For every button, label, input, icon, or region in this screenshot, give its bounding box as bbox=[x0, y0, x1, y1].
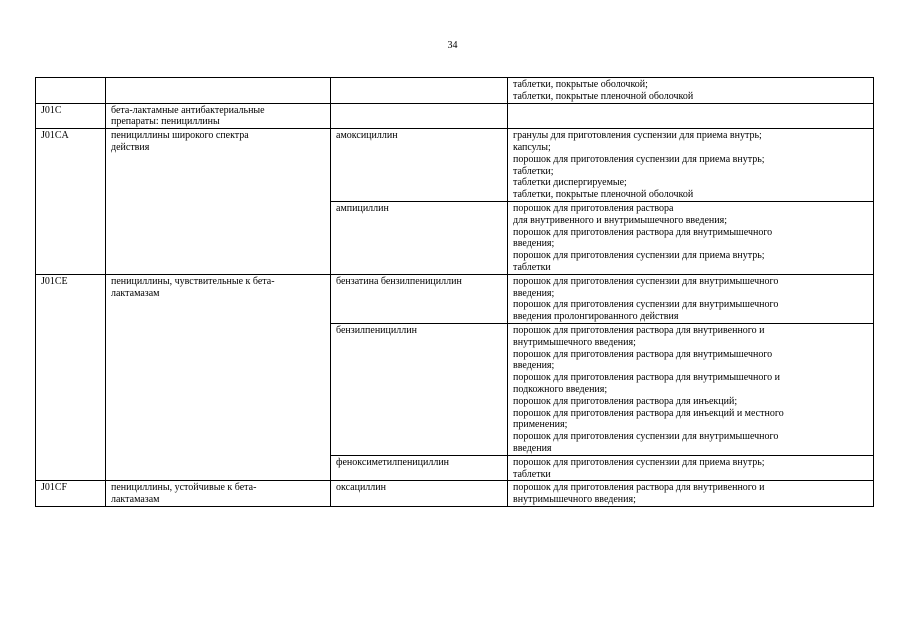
form-line: порошок для приготовления раствора для внутривенного и bbox=[513, 324, 765, 336]
drug-cell bbox=[331, 78, 508, 104]
form-line: таблетки, покрытые пленочной оболочкой bbox=[513, 189, 694, 201]
form-line: введения; bbox=[513, 360, 555, 372]
group-cell bbox=[106, 129, 331, 275]
forms-cell bbox=[508, 78, 874, 104]
form-line: порошок для приготовления суспензии для внутримышечного bbox=[513, 431, 779, 443]
table-row bbox=[36, 274, 874, 323]
form-line: таблетки bbox=[513, 261, 551, 273]
form-line: порошок для приготовления суспензии для внутримышечного bbox=[513, 275, 779, 287]
form-line: таблетки, покрытые оболочкой; bbox=[513, 79, 648, 90]
form-line: применения; bbox=[513, 419, 568, 431]
table-row bbox=[36, 481, 874, 507]
drug-cell bbox=[331, 103, 508, 129]
forms-cell bbox=[508, 274, 874, 323]
drug-name: феноксиметилпенициллин bbox=[336, 456, 450, 468]
drug-cell bbox=[331, 201, 508, 274]
group-line: пенициллины широкого спектра bbox=[111, 130, 249, 142]
form-line: порошок для приготовления суспензии для внутримышечного bbox=[513, 299, 779, 311]
table-row bbox=[36, 103, 874, 129]
group-line: лактамазам bbox=[111, 494, 160, 506]
forms-cell bbox=[508, 129, 874, 202]
atc-code-cell bbox=[36, 481, 106, 507]
atc-code: J01CA bbox=[41, 130, 69, 142]
form-line: гранулы для приготовления суспензии для приема внутрь; bbox=[513, 130, 762, 142]
page-number: 34 bbox=[447, 40, 458, 51]
atc-code-cell bbox=[36, 103, 106, 129]
atc-code: J01CF bbox=[41, 482, 68, 494]
group-cell bbox=[106, 78, 331, 104]
form-line: таблетки bbox=[513, 468, 551, 480]
drug-cell bbox=[331, 323, 508, 455]
form-line: введения; bbox=[513, 238, 555, 250]
drug-cell bbox=[331, 455, 508, 481]
atc-code-cell bbox=[36, 129, 106, 275]
forms-cell bbox=[508, 103, 874, 129]
forms-cell bbox=[508, 323, 874, 455]
form-line: введения bbox=[513, 442, 552, 454]
group-line: лактамазам bbox=[111, 287, 160, 299]
form-line: порошок для приготовления раствора для внутримышечного и bbox=[513, 372, 781, 384]
atc-code-cell bbox=[36, 78, 106, 104]
form-line: порошок для приготовления раствора для внутримышечного bbox=[513, 348, 773, 360]
forms-cell bbox=[508, 201, 874, 274]
form-line: порошок для приготовления раствора для инъекций и местного bbox=[513, 407, 784, 419]
group-line: препараты: пенициллины bbox=[111, 116, 220, 128]
form-line: таблетки диспергируемые; bbox=[513, 177, 627, 189]
form-line: порошок для приготовления суспензии для приема внутрь; bbox=[513, 153, 765, 165]
drug-cell bbox=[331, 129, 508, 202]
form-line: порошок для приготовления раствора для внутримышечного bbox=[513, 226, 773, 238]
group-line: пенициллины, устойчивые к бета- bbox=[111, 482, 257, 494]
drug-name: амоксициллин bbox=[336, 130, 398, 142]
form-line: капсулы; bbox=[513, 141, 551, 153]
atc-code: J01C bbox=[41, 104, 62, 116]
forms-cell bbox=[508, 481, 874, 507]
form-line: внутримышечного введения; bbox=[513, 336, 636, 348]
group-cell bbox=[106, 103, 331, 129]
form-line: порошок для приготовления суспензии для приема внутрь; bbox=[513, 250, 765, 262]
table-row bbox=[36, 129, 874, 202]
form-line: введения; bbox=[513, 287, 555, 299]
group-cell bbox=[106, 274, 331, 481]
form-line: введения пролонгированного действия bbox=[513, 311, 679, 323]
atc-code-cell bbox=[36, 274, 106, 481]
form-line: порошок для приготовления раствора bbox=[513, 202, 674, 214]
drug-name: ампициллин bbox=[336, 202, 389, 214]
drug-name: оксациллин bbox=[336, 482, 386, 494]
form-line: для внутривенного и внутримышечного введения; bbox=[513, 214, 727, 226]
forms-cell bbox=[508, 455, 874, 481]
group-line: бета-лактамные антибактериальные bbox=[111, 104, 265, 116]
form-line: порошок для приготовления раствора для инъекций; bbox=[513, 395, 738, 407]
drug-name: бензатина бензилпенициллин bbox=[336, 275, 462, 287]
drug-cell bbox=[331, 274, 508, 323]
group-line: пенициллины, чувствительные к бета- bbox=[111, 275, 275, 287]
drug-name: бензилпенициллин bbox=[336, 324, 417, 336]
atc-code: J01CE bbox=[41, 275, 68, 287]
form-line: внутримышечного введения; bbox=[513, 494, 636, 506]
form-line: таблетки, покрытые пленочной оболочкой bbox=[513, 90, 694, 102]
group-cell bbox=[106, 481, 331, 507]
drug-table bbox=[35, 77, 874, 507]
drug-cell bbox=[331, 481, 508, 507]
table-row bbox=[36, 78, 874, 104]
form-line: порошок для приготовления раствора для внутривенного и bbox=[513, 482, 765, 494]
form-line: таблетки; bbox=[513, 165, 554, 177]
form-line: подкожного введения; bbox=[513, 383, 608, 395]
group-line: действия bbox=[111, 141, 150, 153]
form-line: порошок для приготовления суспензии для приема внутрь; bbox=[513, 456, 765, 468]
